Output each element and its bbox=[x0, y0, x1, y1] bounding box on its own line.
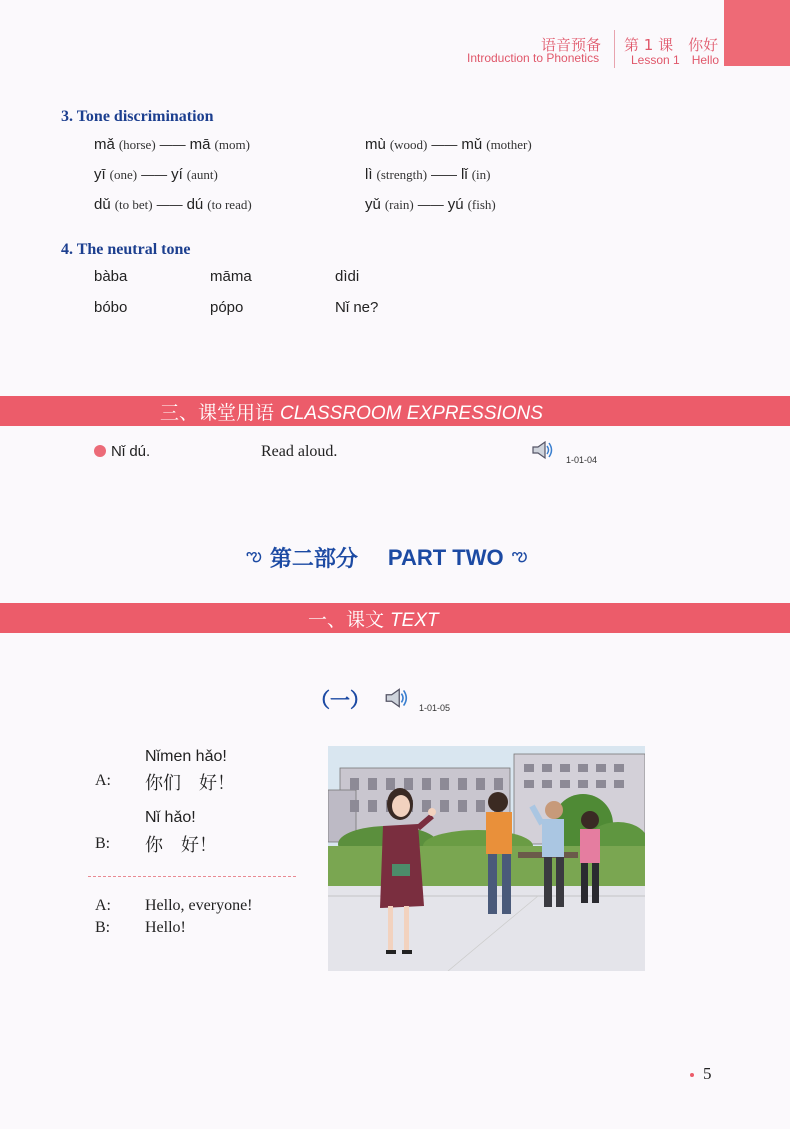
text-band bbox=[0, 603, 790, 633]
tone-syllable: dú bbox=[186, 196, 204, 213]
line-a-chinese: 你们 好！ bbox=[145, 773, 235, 794]
line-b-pinyin: Nǐ hǎo! bbox=[145, 809, 196, 826]
audio-code: 1-01-04 bbox=[566, 455, 598, 465]
bullet-dot bbox=[94, 445, 106, 457]
tone-syllable: yǔ bbox=[365, 196, 381, 213]
band-en: CLASSROOM EXPRESSIONS bbox=[280, 403, 543, 424]
classroom-expressions-heading bbox=[160, 398, 543, 425]
classroom-expressions-band bbox=[0, 396, 790, 426]
neutral-word: māma bbox=[210, 268, 252, 285]
header-lesson-en: Lesson 1 Hello bbox=[631, 53, 720, 67]
tone-pair bbox=[94, 196, 256, 214]
speaker-icon[interactable] bbox=[530, 438, 554, 462]
tone-gloss: (mother) bbox=[486, 137, 532, 152]
neutral-tone-title: 4. The neutral tone bbox=[61, 241, 191, 258]
neutral-word: dìdi bbox=[335, 268, 360, 285]
line-b-chinese: 你 好！ bbox=[145, 835, 217, 856]
translation-b: Hello! bbox=[145, 919, 186, 936]
expression-pinyin: Nǐ dú. bbox=[111, 443, 151, 460]
tone-gloss: (wood) bbox=[389, 137, 428, 152]
header-section-en: Introduction to Phonetics bbox=[467, 51, 600, 65]
subsection-label: （一） bbox=[310, 688, 370, 712]
tone-syllable: lì bbox=[365, 166, 373, 183]
text-heading bbox=[308, 605, 439, 632]
tone-dash: —— bbox=[431, 137, 458, 152]
line-a-label: A: bbox=[95, 772, 111, 789]
neutral-word: bóbo bbox=[94, 299, 128, 316]
tone-discrimination-title: 3. Tone discrimination bbox=[61, 108, 214, 125]
header-divider bbox=[614, 30, 615, 68]
tone-dash: —— bbox=[431, 167, 458, 182]
line-a-pinyin: Nǐmen hǎo! bbox=[145, 748, 227, 765]
header-section-cn: 语音预备 bbox=[541, 36, 602, 54]
dotted-divider bbox=[88, 876, 296, 877]
speaker-icon[interactable] bbox=[383, 685, 409, 711]
tone-pair bbox=[365, 166, 495, 184]
page-number-dot bbox=[690, 1073, 694, 1077]
neutral-word: bàba bbox=[94, 268, 128, 285]
tone-syllable: dǔ bbox=[94, 196, 111, 213]
tone-dash: —— bbox=[156, 197, 183, 212]
band-cn: 三、课堂用语 bbox=[160, 402, 281, 424]
tone-syllable: mā bbox=[189, 136, 211, 153]
part-two-heading bbox=[246, 542, 527, 573]
part-two-en: PART TWO bbox=[387, 544, 504, 570]
tone-syllable: mù bbox=[365, 136, 386, 153]
tone-pair bbox=[94, 136, 254, 154]
audio-code: 1-01-05 bbox=[419, 703, 451, 713]
tone-pair bbox=[94, 166, 222, 184]
header-lesson-cn: 第 1 课 你好 bbox=[624, 36, 719, 54]
tone-dash: —— bbox=[159, 137, 186, 152]
dialogue-illustration bbox=[328, 746, 645, 971]
expression-english: Read aloud. bbox=[261, 443, 338, 460]
tone-gloss: (rain) bbox=[384, 197, 414, 212]
tone-gloss: (in) bbox=[471, 167, 491, 182]
neutral-word: pópo bbox=[210, 299, 244, 316]
part-two-cn: 第二部分 bbox=[269, 547, 358, 572]
tone-syllable: mǔ bbox=[461, 136, 483, 153]
ornament-left-icon: ఌ bbox=[246, 545, 262, 565]
line-b-label: B: bbox=[95, 835, 111, 852]
tone-dash: —— bbox=[141, 167, 168, 182]
text-band-en: TEXT bbox=[390, 610, 439, 631]
tone-gloss: (one) bbox=[109, 167, 138, 182]
tone-syllable: yú bbox=[447, 196, 464, 213]
header-accent-block bbox=[724, 0, 790, 66]
tone-syllable: mǎ bbox=[94, 136, 115, 153]
tone-syllable: lǐ bbox=[461, 166, 468, 183]
translation-b-label: B: bbox=[95, 919, 111, 936]
neutral-word: Nǐ ne? bbox=[335, 299, 379, 316]
tone-gloss: (horse) bbox=[118, 137, 156, 152]
tone-pair bbox=[365, 196, 500, 214]
tone-gloss: (strength) bbox=[376, 167, 428, 182]
tone-gloss: (mom) bbox=[214, 137, 250, 152]
tone-gloss: (aunt) bbox=[186, 167, 218, 182]
translation-a-label: A: bbox=[95, 897, 111, 914]
tone-gloss: (to read) bbox=[207, 197, 252, 212]
tone-syllable: yī bbox=[94, 166, 106, 183]
page-number: 5 bbox=[703, 1064, 712, 1083]
translation-a: Hello, everyone! bbox=[145, 897, 253, 914]
tone-dash: —— bbox=[417, 197, 444, 212]
ornament-right-icon: ఌ bbox=[511, 545, 528, 565]
tone-syllable: yí bbox=[171, 166, 183, 183]
tone-gloss: (to bet) bbox=[114, 197, 153, 212]
tone-gloss: (fish) bbox=[467, 197, 496, 212]
tone-pair bbox=[365, 136, 536, 154]
text-band-cn: 一、课文 bbox=[308, 609, 391, 631]
